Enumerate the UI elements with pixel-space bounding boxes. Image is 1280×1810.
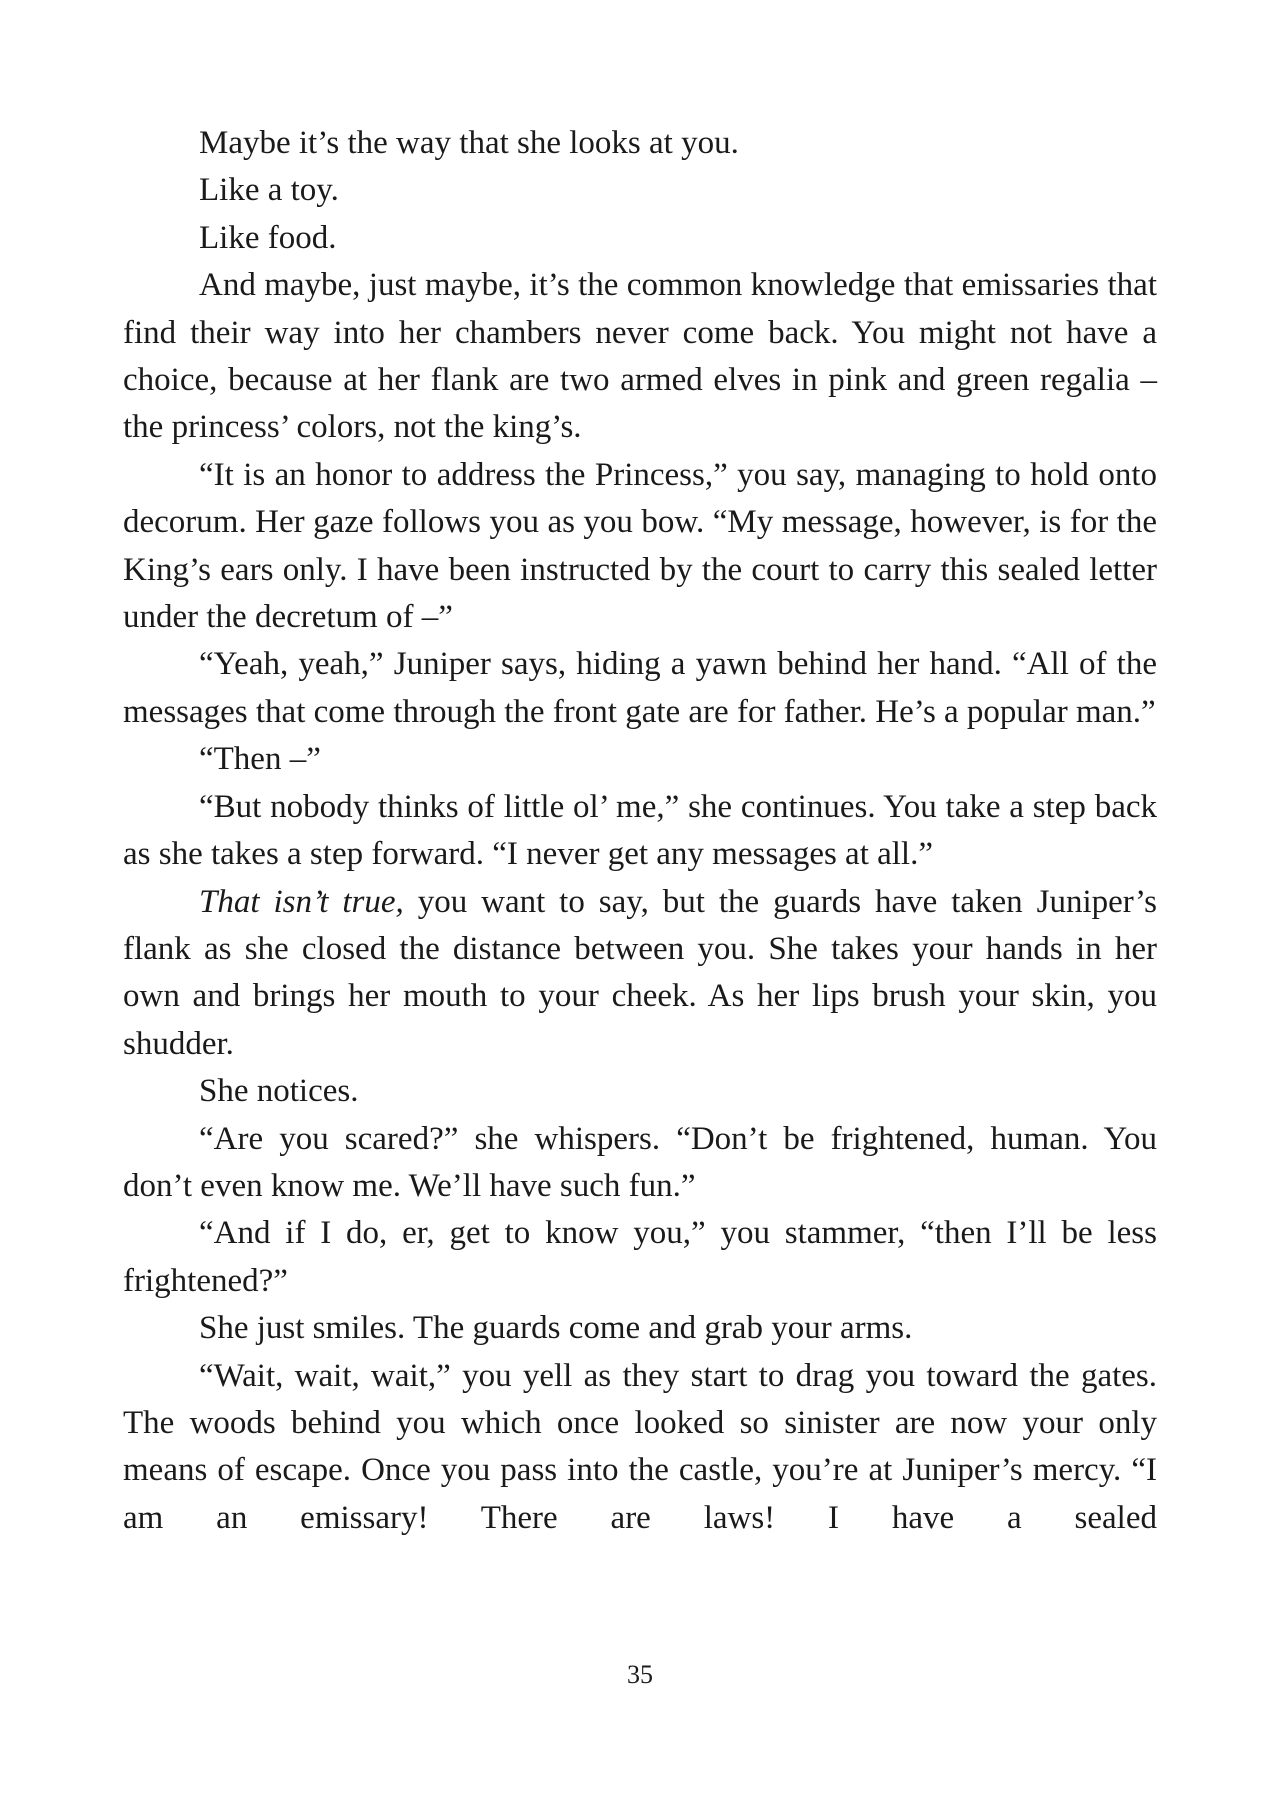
paragraph: “But nobody thinks of little ol’ me,” she continues. You take a step back as she takes a step forward. “I never get any messages at all.”: [123, 788, 1157, 873]
paragraph: She just smiles. The guards come and grab your arms.: [199, 1310, 913, 1347]
paragraph: “And if I do, er, get to know you,” you stammer, “then I’ll be less frightened?”: [123, 1215, 1157, 1299]
paragraph: Maybe it’s the way that she looks at you.: [199, 125, 739, 161]
body-text: [123, 120, 1157, 1542]
page-number: 35: [627, 1660, 653, 1689]
paragraph: Like a toy.: [199, 172, 339, 209]
paragraph: “Are you scared?” she whispers. “Don’t be frightened, human. You don’t even know me. We’ll have such fun.”: [123, 1120, 1157, 1204]
paragraph-text: you want to say, but the guards have taken Juniper’s flank as she closed the distance between you. She takes your hands in her own and brings her mouth to your cheek. As her lips brush your skin, you shudder.: [123, 883, 1157, 1062]
paragraph: “Wait, wait, wait,” you yell as they start to drag you toward the gates. The woods behind you which once looked so sinister are now your only means of escape. Once you pass into the castle, you’re at Juniper’s mercy. “I am an emissary! There are laws! I have a sealed: [123, 1357, 1157, 1536]
paragraph: [123, 879, 1157, 1069]
paragraph: She notices.: [199, 1073, 359, 1110]
paragraph: And maybe, just maybe, it’s the common knowledge that emissaries that find their way into her chambers never come back. You might not have a choice, because at her flank are two armed elves in pink and green regalia – the princess’ colors, not the king’s.: [123, 267, 1157, 446]
paragraph: “Then –”: [199, 741, 321, 778]
paragraph: “Yeah, yeah,” Juniper says, hiding a yawn behind her hand. “All of the messages that come through the front gate are for father. He’s a popular man.”: [123, 646, 1157, 730]
paragraph: Like food.: [199, 219, 337, 256]
paragraph: “It is an honor to address the Princess,” you say, managing to hold onto decorum. Her gaze follows you as you bow. “My message, however, is for the King’s ears only. I have been instructed by the court to carry this sealed letter under the decretum of –”: [123, 456, 1157, 636]
italic-phrase: That isn’t true,: [199, 883, 404, 920]
